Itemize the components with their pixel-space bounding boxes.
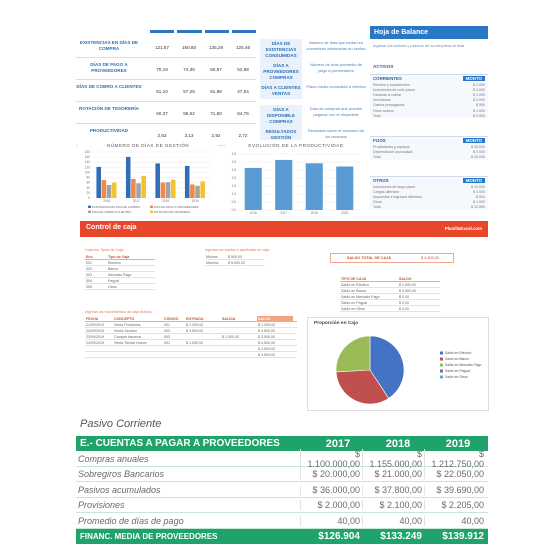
metric-value: 47,64 xyxy=(237,89,249,94)
balance-table-col: MONTO xyxy=(463,138,485,143)
table-cell[interactable]: 005 xyxy=(86,284,92,289)
pasivo-cell[interactable]: $ 20.000,00 xyxy=(300,469,362,479)
balance-row-label: Total xyxy=(373,113,381,118)
bar-2-0 xyxy=(107,185,112,198)
balance-row-value[interactable]: $ 1.000 xyxy=(473,92,485,97)
table-cell[interactable] xyxy=(85,346,113,351)
pasivo-cell[interactable]: 40,00 xyxy=(362,516,424,526)
balance-table-header xyxy=(370,177,488,184)
balance-row-value[interactable]: $ 2.000 xyxy=(473,98,485,103)
metrics-header-bar xyxy=(150,30,256,33)
table-cell[interactable]: 002 xyxy=(86,266,92,271)
x-tick-label: 2017 xyxy=(280,211,288,215)
table-cell[interactable]: Saldo en Mercado Pago xyxy=(341,294,380,299)
pasivo-cell[interactable]: $ 36.000,00 xyxy=(300,485,362,495)
bar-0-3 xyxy=(185,166,190,198)
balance-row-label: Impuestos e ingresos diferidos xyxy=(373,194,422,199)
y-tick-label: 3.5 xyxy=(231,152,236,156)
chart-dias-title: NÚMERO DE DÍAS DE GESTIÓN xyxy=(106,143,190,148)
cash-control xyxy=(80,221,488,412)
table-cell[interactable]: $ 4.500,00 xyxy=(258,328,275,333)
metric-label: PRODUCTIVIDAD xyxy=(89,128,129,133)
table-cell[interactable]: 002 xyxy=(164,328,170,333)
balance-row-label: Inversiones de corto plazo xyxy=(373,87,415,92)
table-cell[interactable]: 001 xyxy=(86,260,92,265)
pasivo-row-label: Provisiones xyxy=(78,500,125,511)
table-header-cell: ENTRADA xyxy=(186,316,204,321)
bar-0 xyxy=(245,168,262,210)
inicial-label: Ingresa los saldos o aperturas en caja xyxy=(205,248,270,252)
table-cell[interactable]: Efectivo xyxy=(108,260,121,265)
pasivo-row-label: Compras anuales xyxy=(78,454,149,464)
table-cell[interactable]: 001 xyxy=(164,340,170,345)
saldo-total-value: $ 4.500,00 xyxy=(421,256,439,260)
table-header-cell: SALDO xyxy=(257,316,293,321)
table-cell[interactable]: Saldo en Paypal xyxy=(341,300,368,305)
metric-value: 71,60 xyxy=(210,111,222,116)
table-cell[interactable] xyxy=(85,352,113,357)
y-tick-label: 1.0 xyxy=(231,192,236,196)
table-cell[interactable]: Banco xyxy=(108,266,119,271)
pasivo-cell[interactable]: $ 2.205,00 xyxy=(424,500,486,510)
legend-label: EXISTENCIAS EN DÍAS DE COMPRA xyxy=(92,205,141,209)
balance-row xyxy=(370,205,488,210)
pasivo-title: Pasivo Corriente xyxy=(80,418,162,430)
y-tick-label: 0 xyxy=(88,196,90,200)
legend-label: DÍAS DE COBRO A CLIENTES xyxy=(92,210,132,214)
bar-3 xyxy=(336,166,353,210)
bar-3-2 xyxy=(171,180,176,198)
metric-kpi: DÍAS DE EXISTENCIAS CONSUMIDAS xyxy=(260,39,302,61)
balance-row-label: Facturas a cobrar xyxy=(373,92,402,97)
bar-1-0 xyxy=(102,180,107,198)
balance-table-col: MONTO xyxy=(463,178,485,183)
table-cell[interactable]: 001 xyxy=(164,322,170,327)
tipos-table xyxy=(85,254,155,290)
metric-value: 3,13 xyxy=(184,133,194,138)
balance-table-title: CORRIENTES xyxy=(373,76,402,81)
table-row xyxy=(85,352,297,358)
x-tick-label: 2016 xyxy=(103,199,111,203)
metric-value: 52,98 xyxy=(237,67,249,72)
bar-0-2 xyxy=(155,163,160,198)
table-cell[interactable]: $ 3.500,00 xyxy=(258,334,275,339)
pie-legend-label: Saldo en Mercado Pago xyxy=(445,363,482,367)
brand-link[interactable]: PlanillaExcel.com xyxy=(444,226,482,231)
table-cell[interactable]: $ 4.500,00 xyxy=(258,352,275,357)
table-row xyxy=(340,306,440,312)
saldo-total-label: SALDO TOTAL DE CAJA xyxy=(346,256,392,260)
balance-row-value[interactable]: $ 1.000 xyxy=(473,108,485,113)
x-tick-label: 2019 xyxy=(191,199,199,203)
y-tick-label: 40 xyxy=(86,185,90,190)
bar-1 xyxy=(275,160,292,210)
table-cell[interactable]: $ 1.000,00 xyxy=(258,322,275,327)
metric-value: 60,37 xyxy=(156,111,168,116)
table-cell[interactable] xyxy=(221,346,257,351)
legend-swatch xyxy=(88,206,91,208)
x-tick-label: 2019 xyxy=(341,211,349,215)
metric-kpi: RESULTADOS GESTIÓN xyxy=(260,127,302,143)
pasivo-row-label: Promedio de días de pago xyxy=(78,515,184,526)
bar-3-1 xyxy=(141,176,146,198)
balance-row-value[interactable]: $ 5.000 xyxy=(473,149,485,154)
x-tick-label: 2016 xyxy=(249,211,257,215)
table-header-cell: SALDO xyxy=(399,276,412,281)
legend-swatch xyxy=(150,211,153,213)
pasivo-cell[interactable]: $ 22.050,00 xyxy=(424,469,486,479)
pie-chart-svg xyxy=(308,318,490,412)
balance-sheet xyxy=(370,26,488,214)
metric-description: Días de compras que pueden pagarse con el disponible xyxy=(309,106,363,117)
table-cell[interactable]: Saldo en Efectivo xyxy=(341,282,369,287)
metric-description: Plazo medio concedido a clientes xyxy=(306,84,366,89)
metric-kpi: DÍAS A PROVEEDORES COMPRAS xyxy=(260,61,302,83)
pasivo-cell[interactable]: $ 39.690,00 xyxy=(424,485,486,495)
table-cell[interactable]: Máximo xyxy=(206,260,219,265)
metric-value: 60,57 xyxy=(210,67,222,72)
balance-section-activos: ACTIVOS xyxy=(373,64,394,69)
pasivo-header-label: E.- CUENTAS A PAGAR A PROVEEDORES xyxy=(80,438,280,449)
table-cell[interactable]: $ 0,00 xyxy=(399,300,409,305)
mov-label: Ingresa los movimientos de caja diarios xyxy=(85,310,152,314)
metric-row xyxy=(76,102,366,126)
pie-legend-label: Saldo en Efectivo xyxy=(445,351,472,355)
pasivo-cell[interactable]: $ 2.000,00 xyxy=(300,500,362,510)
x-tick-label: 2018 xyxy=(310,211,318,215)
y-tick-label: 180 xyxy=(84,150,90,154)
pasivo-year-2018: 2018 xyxy=(385,437,411,450)
table-cell[interactable] xyxy=(163,352,185,357)
saldos-table xyxy=(340,276,440,312)
inicial-table xyxy=(205,254,265,266)
balance-table xyxy=(370,74,488,118)
y-tick-label: 20 xyxy=(86,190,90,195)
table-cell[interactable] xyxy=(221,352,257,357)
y-tick-label: 140 xyxy=(84,160,90,165)
balance-row-value[interactable]: $ 10.000 xyxy=(471,184,485,189)
table-cell[interactable]: Mínimo xyxy=(206,254,218,259)
pasivo-row xyxy=(76,467,488,482)
table-cell[interactable]: 003 xyxy=(86,272,92,277)
bar-2-3 xyxy=(195,186,200,198)
metric-kpi: DÍAS A CLIENTES VENTAS xyxy=(260,83,302,99)
balance-row-label: Efectivo y equivalentes xyxy=(373,82,410,87)
balance-row xyxy=(370,154,488,159)
y-tick-label: 3.0 xyxy=(231,160,236,164)
movimientos-table xyxy=(85,316,297,358)
metrics-panel xyxy=(76,30,366,142)
metric-value: 2,72 xyxy=(238,133,248,138)
balance-table-title: FIJOS xyxy=(373,138,386,143)
bar-1-1 xyxy=(131,179,136,198)
pasivo-footer xyxy=(76,529,488,544)
y-tick-label: 80 xyxy=(86,175,90,180)
metric-label: EXISTENCIAS EN DÍAS DE COMPRA xyxy=(79,40,139,51)
pasivo-cell[interactable]: $ 2.100,00 xyxy=(362,500,424,510)
balance-row-value[interactable]: $ 25.000 xyxy=(471,144,485,149)
table-cell[interactable]: $ 500,00 xyxy=(228,254,242,259)
balance-table-header xyxy=(370,137,488,144)
table-header-cell: Enc. xyxy=(86,254,94,259)
balance-row-label: Otros activos xyxy=(373,108,394,113)
table-cell[interactable] xyxy=(113,352,163,357)
metric-value: 2,63 xyxy=(157,133,167,138)
balance-title: Hoja de Balance xyxy=(370,26,488,39)
table-cell[interactable]: Otros xyxy=(108,284,117,289)
metric-kpi: DÍAS A DISPONIBLE COMPRAS xyxy=(260,105,302,127)
y-tick-label: 160 xyxy=(84,155,90,160)
pie-legend-label: Saldo en Paypal xyxy=(445,369,470,373)
table-cell[interactable]: 24/09/2019 xyxy=(86,340,104,345)
pasivo-footer-label: FINANC. MEDIA DE PROVEEDORES xyxy=(80,532,218,541)
table-cell[interactable]: 003 xyxy=(164,334,170,339)
chart-dias-svg xyxy=(78,140,218,220)
metric-value: 160,60 xyxy=(181,45,197,50)
balance-table-title: OTROS xyxy=(373,178,389,183)
metric-value: 61,98 xyxy=(210,89,222,94)
metric-label: ROTACIÓN DE TESORERÍA xyxy=(79,106,139,111)
pasivo-year-2019: 2019 xyxy=(445,437,471,450)
pasivo-cell[interactable]: $ 37.800,00 xyxy=(362,485,424,495)
table-header-cell: Tipo de Caja xyxy=(108,254,130,259)
pasivo-cell[interactable]: $ 1.212.750,00 xyxy=(424,449,486,469)
metric-value: 64,76 xyxy=(237,111,249,116)
legend-swatch xyxy=(88,211,91,213)
table-cell[interactable]: 21/09/2019 xyxy=(86,322,104,327)
bar-2-1 xyxy=(136,183,141,198)
balance-row-value[interactable]: $ 1.000 xyxy=(473,189,485,194)
table-row xyxy=(205,260,265,266)
pasivo-footer-2019: $139.912 xyxy=(442,531,484,542)
table-header-cell: FECHA xyxy=(86,316,99,321)
y-tick-label: 1.5 xyxy=(231,184,236,188)
pie-title: Proporción en Caja xyxy=(314,321,358,326)
table-header-cell: CONCEPTO xyxy=(114,316,135,321)
bar-2 xyxy=(306,163,323,210)
pie-legend-swatch xyxy=(440,352,443,355)
metric-description: Número de días promedio de pago a proveedores xyxy=(310,62,362,73)
table-cell[interactable]: Compra insumos xyxy=(114,334,142,339)
table-cell[interactable] xyxy=(163,346,185,351)
pasivo-row xyxy=(76,514,488,529)
bar-1-2 xyxy=(161,183,166,198)
y-tick-label: 0.0 xyxy=(231,208,236,212)
pasivo-cell[interactable]: 40,00 xyxy=(424,516,486,526)
table-cell[interactable]: Venta Productos xyxy=(114,322,141,327)
x-tick-label: 2018 xyxy=(162,199,170,203)
balance-row-label: Depreciación acumulada xyxy=(373,149,413,154)
pie-chart-box xyxy=(307,317,489,411)
table-cell[interactable]: 004 xyxy=(86,278,92,283)
table-cell[interactable]: Venta Tienda Nueva xyxy=(114,340,147,345)
table-cell[interactable]: Saldo en Otros xyxy=(341,306,365,311)
metric-row xyxy=(76,36,366,60)
pie-legend-swatch xyxy=(440,376,443,379)
tipos-label: Lista tus Tipos de Caja xyxy=(85,248,124,252)
balance-row-value[interactable]: $ 3.000 xyxy=(473,87,485,92)
table-cell[interactable] xyxy=(113,346,163,351)
metric-row xyxy=(76,80,366,104)
metric-value: 135,29 xyxy=(208,45,224,50)
table-header-cell: TIPO DE CAJA xyxy=(341,276,367,281)
chart-prod-svg xyxy=(226,140,366,220)
bar-3-0 xyxy=(112,183,117,198)
pasivo-corriente xyxy=(76,418,488,542)
table-cell[interactable] xyxy=(221,322,257,327)
table-cell[interactable]: 23/09/2019 xyxy=(86,334,104,339)
table-cell[interactable]: $ 3.500,00 xyxy=(399,288,416,293)
pasivo-row-label: Sobregiros Bancarios xyxy=(78,469,165,480)
metric-description: Resultado sobre el consumo de los recursos xyxy=(307,128,365,139)
bar-2-2 xyxy=(166,182,171,198)
cash-control-header xyxy=(80,221,488,237)
balance-table-header xyxy=(370,75,488,82)
balance-row-value[interactable]: $ 1.000 xyxy=(473,200,485,205)
metric-value: 86,52 xyxy=(183,111,195,116)
pie-legend-swatch xyxy=(440,370,443,373)
y-tick-label: 100 xyxy=(84,170,90,175)
table-cell[interactable]: Venta Servicio xyxy=(114,328,137,333)
table-cell[interactable]: $ 1.000,00 xyxy=(186,340,203,345)
legend-swatch xyxy=(150,206,153,208)
y-tick-label: 60 xyxy=(86,180,90,185)
balance-subtitle: Ingrese los activos y pasivos de su empresa al final xyxy=(373,43,465,48)
table-cell[interactable]: Saldo en Banco xyxy=(341,288,367,293)
table-cell[interactable]: $ 1.000,00 xyxy=(186,322,203,327)
table-cell[interactable] xyxy=(185,346,221,351)
table-cell[interactable]: Mercado Pago xyxy=(108,272,132,277)
pasivo-row-label: Pasivos acumulados xyxy=(78,484,161,495)
balance-row-label: Total xyxy=(373,205,381,210)
pie-slice-2 xyxy=(336,336,370,372)
metric-value: 125,46 xyxy=(235,45,251,50)
table-cell[interactable]: $ 3.500,00 xyxy=(186,328,203,333)
y-tick-label: 2.0 xyxy=(231,176,236,180)
cash-control-title: Control de caja xyxy=(86,224,137,231)
table-cell[interactable] xyxy=(185,352,221,357)
metric-row xyxy=(76,58,366,82)
balance-table-col: MONTO xyxy=(463,76,485,81)
pie-legend-label: Saldo en Banco xyxy=(445,357,469,361)
chart-dias-gestion xyxy=(78,140,218,220)
table-cell[interactable] xyxy=(221,328,257,333)
balance-row-label: Total xyxy=(373,154,381,159)
table-cell[interactable]: 22/09/2019 xyxy=(86,328,104,333)
balance-row xyxy=(370,113,488,118)
balance-row-value[interactable]: $ 12.500 xyxy=(471,205,485,210)
chart-prod-title: EVOLUCIÓN DE LA PRODUCTIVIDAD xyxy=(248,143,344,148)
legend-label: DÍAS DE PAGO A PROVEEDORES xyxy=(154,205,199,209)
pasivo-row xyxy=(76,483,488,498)
pasivo-year-2017: 2017 xyxy=(325,437,351,450)
table-cell[interactable]: $ 0,00 xyxy=(399,294,409,299)
balance-row-value[interactable]: $ 9.500 xyxy=(473,113,485,118)
table-row xyxy=(85,284,155,290)
table-cell[interactable]: $ 1.000,00 xyxy=(222,334,239,339)
saldo-total-box xyxy=(330,253,454,263)
balance-row-label: Inversiones de largo plazo xyxy=(373,184,415,189)
table-cell[interactable]: $ 4.500,00 xyxy=(258,346,275,351)
pie-legend-label: Saldo en Otros xyxy=(445,375,468,379)
y-tick-label: 0.5 xyxy=(231,200,236,204)
x-tick-label: 2017 xyxy=(132,199,140,203)
metric-description: Número de días que tardan en convertirse existencias en ventas xyxy=(306,40,366,51)
metric-value: 57,25 xyxy=(183,89,195,94)
pie-legend-swatch xyxy=(440,364,443,367)
metric-label: DÍAS DE PAGO A PROVEEDORES xyxy=(90,62,128,73)
balance-row-value[interactable]: $ 500 xyxy=(476,103,485,108)
pasivo-footer-2018: $133.249 xyxy=(380,531,422,542)
table-cell[interactable] xyxy=(221,340,257,345)
table-cell[interactable] xyxy=(185,334,221,339)
balance-row-label: Cargos diferidos xyxy=(373,189,400,194)
table-header-cell: SALIDA xyxy=(222,316,236,321)
y-tick-label: 120 xyxy=(84,165,90,170)
pasivo-cell[interactable]: 40,00 xyxy=(300,516,362,526)
bar-1-3 xyxy=(190,184,195,198)
table-cell[interactable]: $ 0,00 xyxy=(399,306,409,311)
table-cell[interactable]: $ 4.500,00 xyxy=(258,340,275,345)
pie-legend-swatch xyxy=(440,358,443,361)
metric-value: 2,92 xyxy=(211,133,221,138)
balance-row-value[interactable]: $ 2.000 xyxy=(473,82,485,87)
legend-label: ROTACIÓN DE TESORERÍA xyxy=(154,210,191,214)
table-header-cell: CÓDIGO xyxy=(164,316,179,321)
bar-3-3 xyxy=(200,181,205,198)
pasivo-cell[interactable]: $ 1.155.000,00 xyxy=(362,449,424,469)
balance-row-label: Propiedades y equipos xyxy=(373,144,410,149)
balance-row-value[interactable]: $ 30.000 xyxy=(471,154,485,159)
pasivo-row xyxy=(76,498,488,513)
balance-row-label: Gastos prepagados xyxy=(373,103,405,108)
pasivo-footer-2017: $126.904 xyxy=(318,531,360,542)
table-cell[interactable]: $ 5.000,00 xyxy=(228,260,245,265)
metric-value: 74,35 xyxy=(183,67,195,72)
table-cell[interactable]: $ 1.000,00 xyxy=(399,282,416,287)
y-tick-label: 2.5 xyxy=(231,168,236,172)
bar-0-1 xyxy=(126,157,131,198)
balance-row-value[interactable]: $ 500 xyxy=(476,194,485,199)
pasivo-cell[interactable]: $ 1.100.000,00 xyxy=(300,449,362,469)
balance-row-label: Otros xyxy=(373,200,382,205)
metric-value: 121,67 xyxy=(154,45,170,50)
metric-value: 51,10 xyxy=(156,89,168,94)
balance-row-label: Inventarios xyxy=(373,98,391,103)
bar-0-0 xyxy=(96,167,101,198)
metric-label: DÍAS DE COBRO A CLIENTES xyxy=(76,84,142,89)
pasivo-cell[interactable]: $ 21.000,00 xyxy=(362,469,424,479)
metric-value: 70,19 xyxy=(156,67,168,72)
pasivo-row xyxy=(76,449,488,469)
chart-productividad xyxy=(226,140,366,220)
balance-table xyxy=(370,176,488,210)
table-cell[interactable]: Paypal xyxy=(108,278,119,283)
balance-table xyxy=(370,136,488,160)
